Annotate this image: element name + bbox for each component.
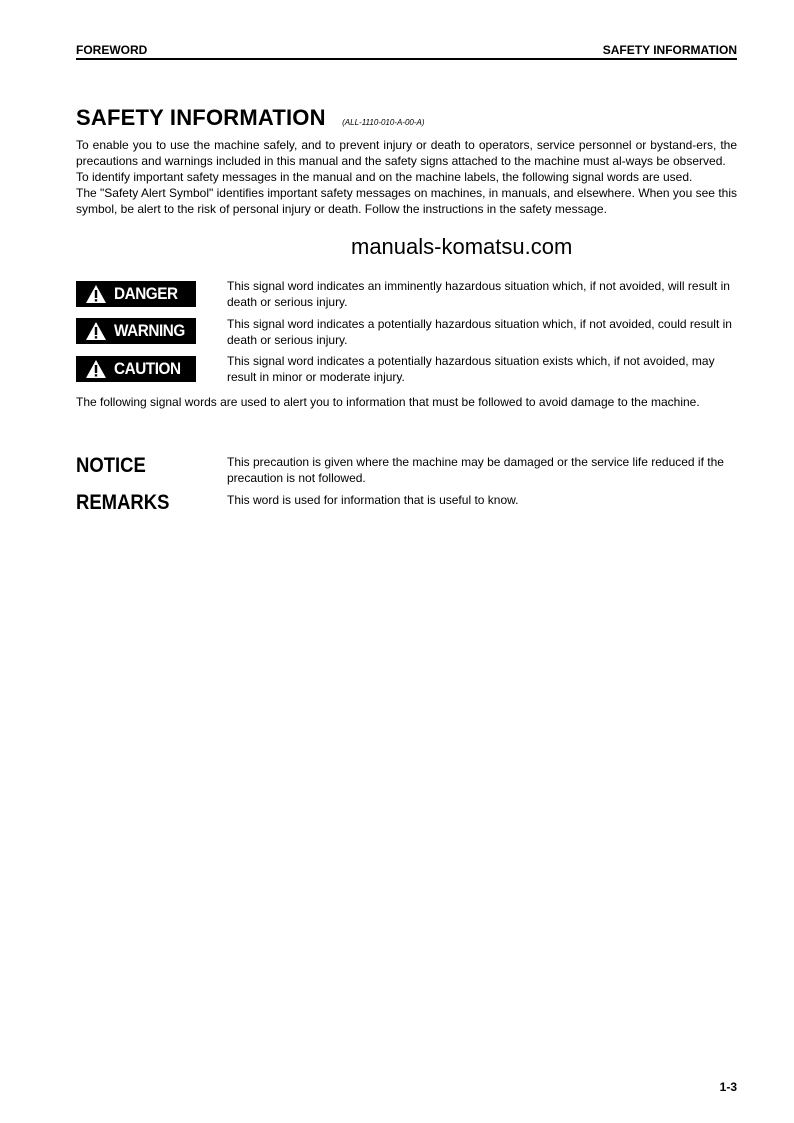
warning-triangle-icon	[85, 284, 107, 304]
danger-word: DANGER	[114, 284, 178, 303]
header-section: SAFETY INFORMATION	[602, 43, 737, 57]
section-title: SAFETY INFORMATION	[76, 105, 326, 130]
danger-description: This signal word indicates an imminently hazardous situation which, if not avoided, will result in death or serious injury.	[227, 279, 730, 309]
intro-paragraph: To enable you to use the machine safely, and to prevent injury or death to operators, service personnel or bystand-ers, the precautions and warnings included in this manual and the safety signs attached to the machine must al-ways be observed.	[76, 138, 737, 168]
remarks-word: REMARKS	[76, 491, 170, 514]
intro-paragraph: The "Safety Alert Symbol" identifies important safety messages on machines, in manuals, and elsewhere. When you see this symbol, be alert to the risk of personal injury or death. Follow the instructions in the safety message.	[76, 186, 737, 216]
caution-description: This signal word indicates a potentially hazardous situation exists which, if not avoided, may result in minor or moderate injury.	[227, 354, 715, 384]
header-divider	[76, 58, 737, 60]
header-chapter: FOREWORD	[76, 43, 148, 57]
warning-label	[76, 318, 196, 344]
page-header	[76, 43, 737, 57]
intro-text	[76, 137, 737, 217]
intro-paragraph: To identify important safety messages in the manual and on the machine labels, the following signal words are used.	[76, 170, 693, 184]
danger-label	[76, 281, 196, 307]
caution-label	[76, 356, 196, 382]
warning-description: This signal word indicates a potentially hazardous situation which, if not avoided, could result in death or serious injury.	[227, 317, 732, 347]
watermark: manuals-komatsu.com	[351, 234, 573, 259]
warning-triangle-icon	[85, 321, 107, 341]
page-number: 1-3	[719, 1080, 737, 1094]
section-heading	[76, 105, 425, 131]
notice-word: NOTICE	[76, 454, 146, 477]
damage-paragraph: The following signal words are used to alert you to information that must be followed to avoid damage to the machine.	[76, 395, 700, 409]
warning-word: WARNING	[114, 321, 185, 340]
remarks-description: This word is used for information that is useful to know.	[227, 493, 519, 507]
warning-triangle-icon	[85, 359, 107, 379]
notice-description: This precaution is given where the machine may be damaged or the service life reduced if the precaution is not followed.	[227, 455, 724, 485]
section-code: (ALL-1110-010-A-00-A)	[342, 118, 425, 127]
caution-word: CAUTION	[114, 359, 181, 378]
